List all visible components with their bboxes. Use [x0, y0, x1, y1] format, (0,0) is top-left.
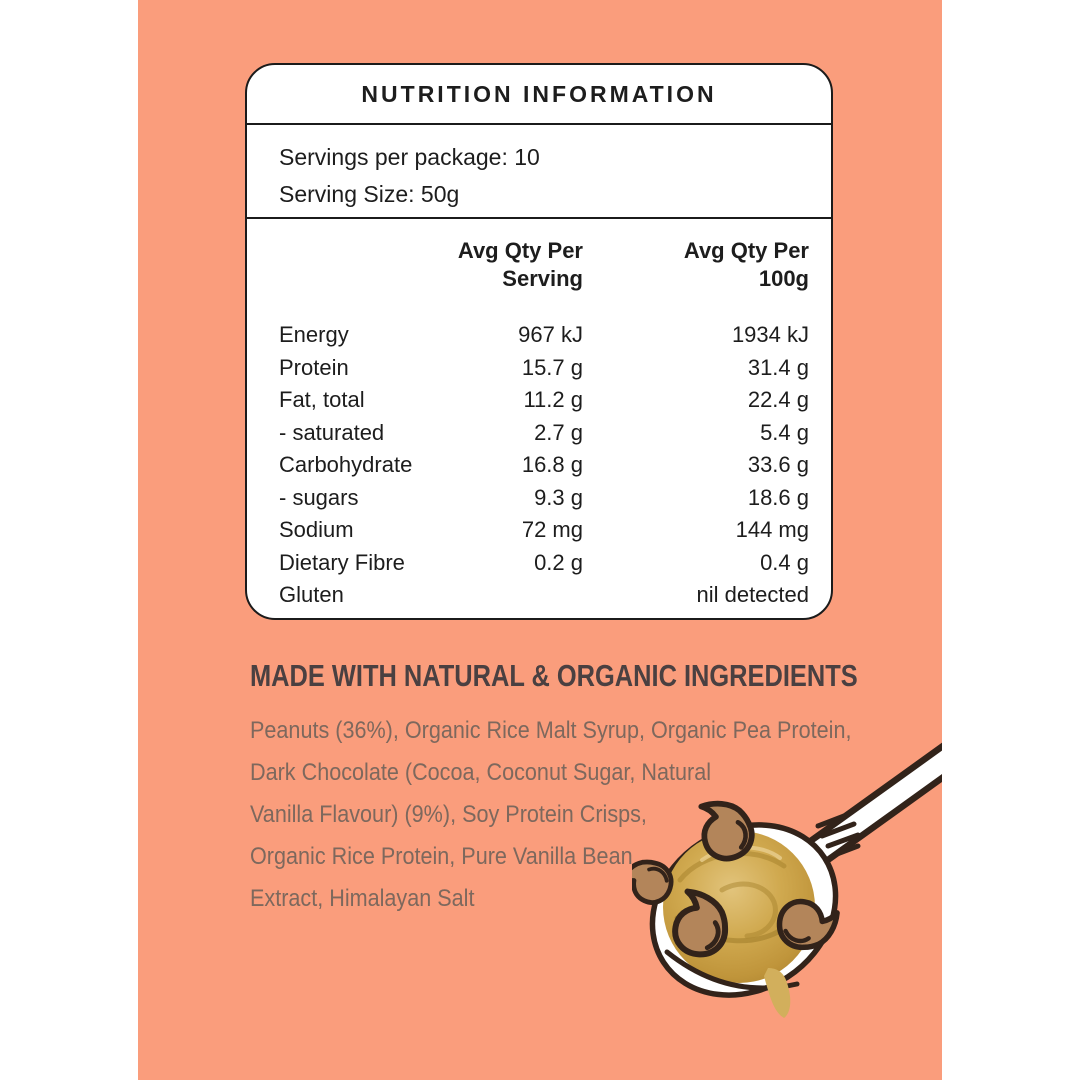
col-header-per-100g — [583, 237, 809, 293]
panel-header — [247, 65, 831, 125]
col-header-line: 100g — [758, 266, 809, 291]
per-serving-value: 967 kJ — [518, 322, 583, 347]
per-serving-value: 72 mg — [521, 517, 583, 542]
ingredients-line: Extract, Himalayan Salt — [250, 885, 475, 912]
per-serving-value: 16.8 g — [521, 452, 583, 477]
table-row — [279, 449, 809, 482]
ingredients-line: Dark Chocolate (Cocoa, Coconut Sugar, Natural — [250, 759, 712, 786]
table-row — [279, 514, 809, 547]
nutrient-label: Protein — [279, 354, 349, 380]
per-serving-value — [433, 579, 583, 612]
per-serving-value: 0.2 g — [534, 549, 583, 575]
table-header-row — [279, 237, 809, 293]
peach-background-panel — [138, 0, 942, 1080]
per-100g-value: 1934 kJ — [731, 322, 809, 347]
serving-size: Serving Size: 50g — [279, 181, 460, 207]
per-serving-value: 15.7 g — [521, 354, 583, 380]
chocolate-chip-icon — [699, 798, 756, 862]
per-serving-value: 9.3 g — [534, 484, 583, 510]
table-row — [279, 384, 809, 417]
col-header-line: Avg Qty Per — [683, 238, 809, 263]
table-row — [279, 417, 809, 450]
nutrient-label: - saturated — [279, 419, 385, 445]
nutrient-label: Gluten — [279, 582, 344, 607]
peanut-butter-spoon-illustration — [632, 740, 942, 1025]
per-100g-value: 33.6 g — [747, 452, 809, 477]
per-serving-value: 11.2 g — [523, 387, 583, 412]
per-100g-value: 0.4 g — [760, 549, 809, 575]
table-row — [279, 547, 809, 580]
ingredients-line: Peanuts (36%), Organic Rice Malt Syrup, Organic Pea Protein, — [250, 717, 852, 744]
nutrient-label: Sodium — [279, 517, 354, 542]
ingredients-line: Vanilla Flavour) (9%), Soy Protein Crisps, — [250, 801, 647, 828]
table-row — [279, 319, 809, 352]
per-100g-value: 31.4 g — [747, 354, 809, 380]
per-100g-value: 22.4 g — [747, 387, 809, 412]
ingredients-heading: MADE WITH NATURAL & ORGANIC INGREDIENTS — [250, 658, 858, 693]
nutrient-label: Fat, total — [279, 387, 365, 412]
ingredients-line: Organic Rice Protein, Pure Vanilla Bean — [250, 843, 633, 870]
nutrient-label: Energy — [279, 322, 349, 347]
per-100g-value: 18.6 g — [747, 484, 809, 510]
col-header-per-serving — [433, 237, 583, 293]
nutrition-information-panel — [245, 63, 833, 620]
servings-per-package: Servings per package: 10 — [279, 144, 540, 170]
table-row — [279, 482, 809, 515]
nutrient-label: Carbohydrate — [279, 452, 413, 477]
nutrition-table — [247, 219, 831, 612]
nutrient-label: - sugars — [279, 484, 359, 510]
empty-header-cell — [279, 237, 433, 293]
panel-title: NUTRITION INFORMATION — [361, 80, 717, 107]
col-header-line: Serving — [502, 266, 583, 291]
per-100g-value: nil detected — [696, 582, 809, 607]
table-row — [279, 352, 809, 385]
per-serving-value: 2.7 g — [534, 419, 583, 445]
col-header-line: Avg Qty Per — [457, 238, 583, 263]
serving-info-block — [247, 125, 831, 219]
table-row — [279, 579, 809, 612]
per-100g-value: 5.4 g — [760, 419, 809, 445]
per-100g-value: 144 mg — [735, 517, 809, 542]
nutrient-label: Dietary Fibre — [279, 549, 405, 575]
